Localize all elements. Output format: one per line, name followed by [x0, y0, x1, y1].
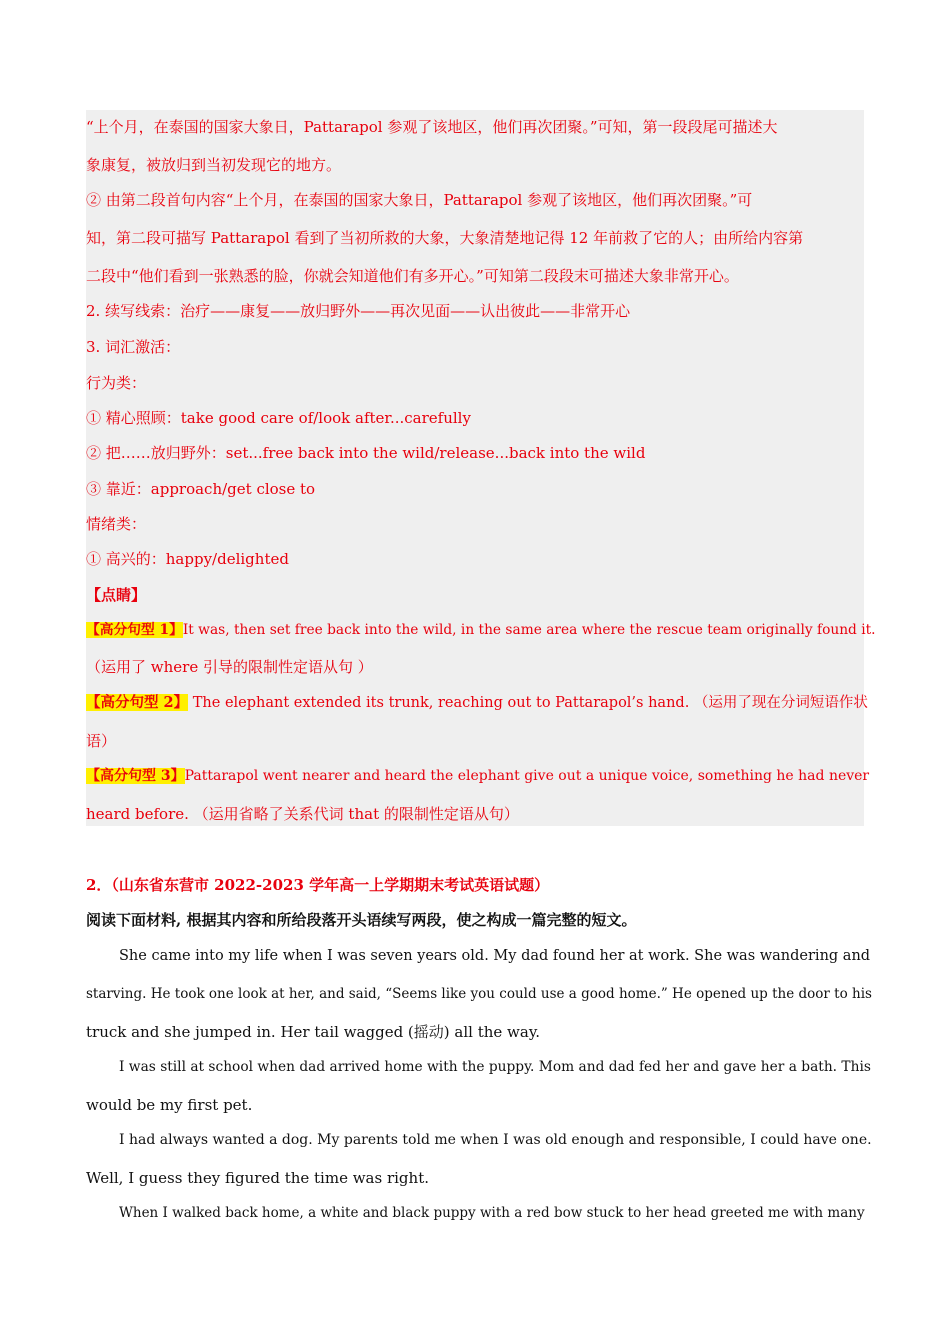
question-instruction: 阅读下面材料, 根据其内容和所给段落开头语续写两段，使之构成一篇完整的短文。 — [86, 911, 637, 929]
answer-line: ① 高兴的：happy/delighted — [86, 550, 289, 568]
answer-section — [86, 110, 864, 826]
answer-line: “上个月，在泰国的国家大象日，Pattarapol 参观了该地区，他们再次团聚。”可知，第一段段尾可描述大 — [86, 118, 778, 136]
sentence-tag: 【高分句型 3】 — [86, 768, 185, 784]
passage-line: I was still at school when dad arrived home with the puppy. Mom and dad fed her and gave her a bath. This — [119, 1059, 871, 1075]
high-score-sentence-1 — [86, 620, 876, 640]
sentence-text: The elephant extended its trunk, reaching out to Pattarapol’s hand. （运用了现在分词短语作状 — [188, 695, 868, 711]
sentence-note: 语） — [86, 732, 117, 750]
answer-line: ① 精心照顾：take good care of/look after...carefully — [86, 409, 471, 427]
high-score-sentence-2 — [86, 693, 876, 713]
passage-line: truck and she jumped in. Her tail wagged (摇动) all the way. — [86, 1023, 541, 1041]
passage-line: Well, I guess they figured the time was right. — [86, 1169, 429, 1187]
dianjing-label: 【点睛】 — [86, 586, 147, 604]
answer-line: 知，第二段可描写 Pattarapol 看到了当初所救的大象，大象清楚地记得 12 年前救了它的人；由所给内容第 — [86, 229, 804, 247]
sentence-text: It was, then set free back into the wild, in the same area where the rescue team originally found it. — [182, 622, 876, 638]
passage-line: When I walked back home, a white and black puppy with a red bow stuck to her head greeted me with many — [119, 1205, 865, 1221]
question-heading: 2．（山东省东营市 2022-2023 学年高一上学期期末考试英语试题） — [86, 876, 550, 894]
answer-line: 行为类： — [86, 374, 147, 392]
passage-line: starving. He took one look at her, and said, “Seems like you could use a good home.” He opened up the door to his — [86, 986, 872, 1002]
answer-line: 象康复，被放归到当初发现它的地方。 — [86, 156, 342, 174]
answer-line: ③ 靠近：approach/get close to — [86, 480, 316, 498]
answer-line: 二段中“他们看到一张熟悉的脸，你就会知道他们有多开心。”可知第二段段末可描述大象非常开心。 — [86, 267, 739, 285]
passage-line: She came into my life when I was seven years old. My dad found her at work. She was wandering and — [119, 948, 871, 964]
sentence-text: Pattarapol went nearer and heard the elephant give out a unique voice, something he had never — [184, 768, 870, 784]
passage-line: would be my first pet. — [86, 1096, 253, 1114]
high-score-sentence-3 — [86, 766, 876, 786]
answer-line: 2. 续写线索：治疗——康复——放归野外——再次见面——认出彼此——非常开心 — [86, 302, 631, 320]
sentence-tag: 【高分句型 1】 — [86, 622, 183, 638]
answer-line: ② 由第二段首句内容“上个月，在泰国的国家大象日，Pattarapol 参观了该地区，他们再次团聚。”可 — [86, 191, 753, 209]
answer-line: 情绪类： — [86, 515, 147, 533]
answer-line: ② 把……放归野外：set...free back into the wild/release...back into the wild — [86, 444, 646, 462]
answer-line: 3. 词汇激活： — [86, 338, 181, 356]
sentence-tag: 【高分句型 2】 — [86, 694, 189, 711]
passage-line: I had always wanted a dog. My parents told me when I was old enough and responsible, I could have one. — [119, 1132, 872, 1148]
sentence-note: heard before. （运用省略了关系代词 that 的限制性定语从句） — [86, 805, 519, 823]
sentence-note: （运用了 where 引导的限制性定语从句 ） — [86, 658, 373, 676]
